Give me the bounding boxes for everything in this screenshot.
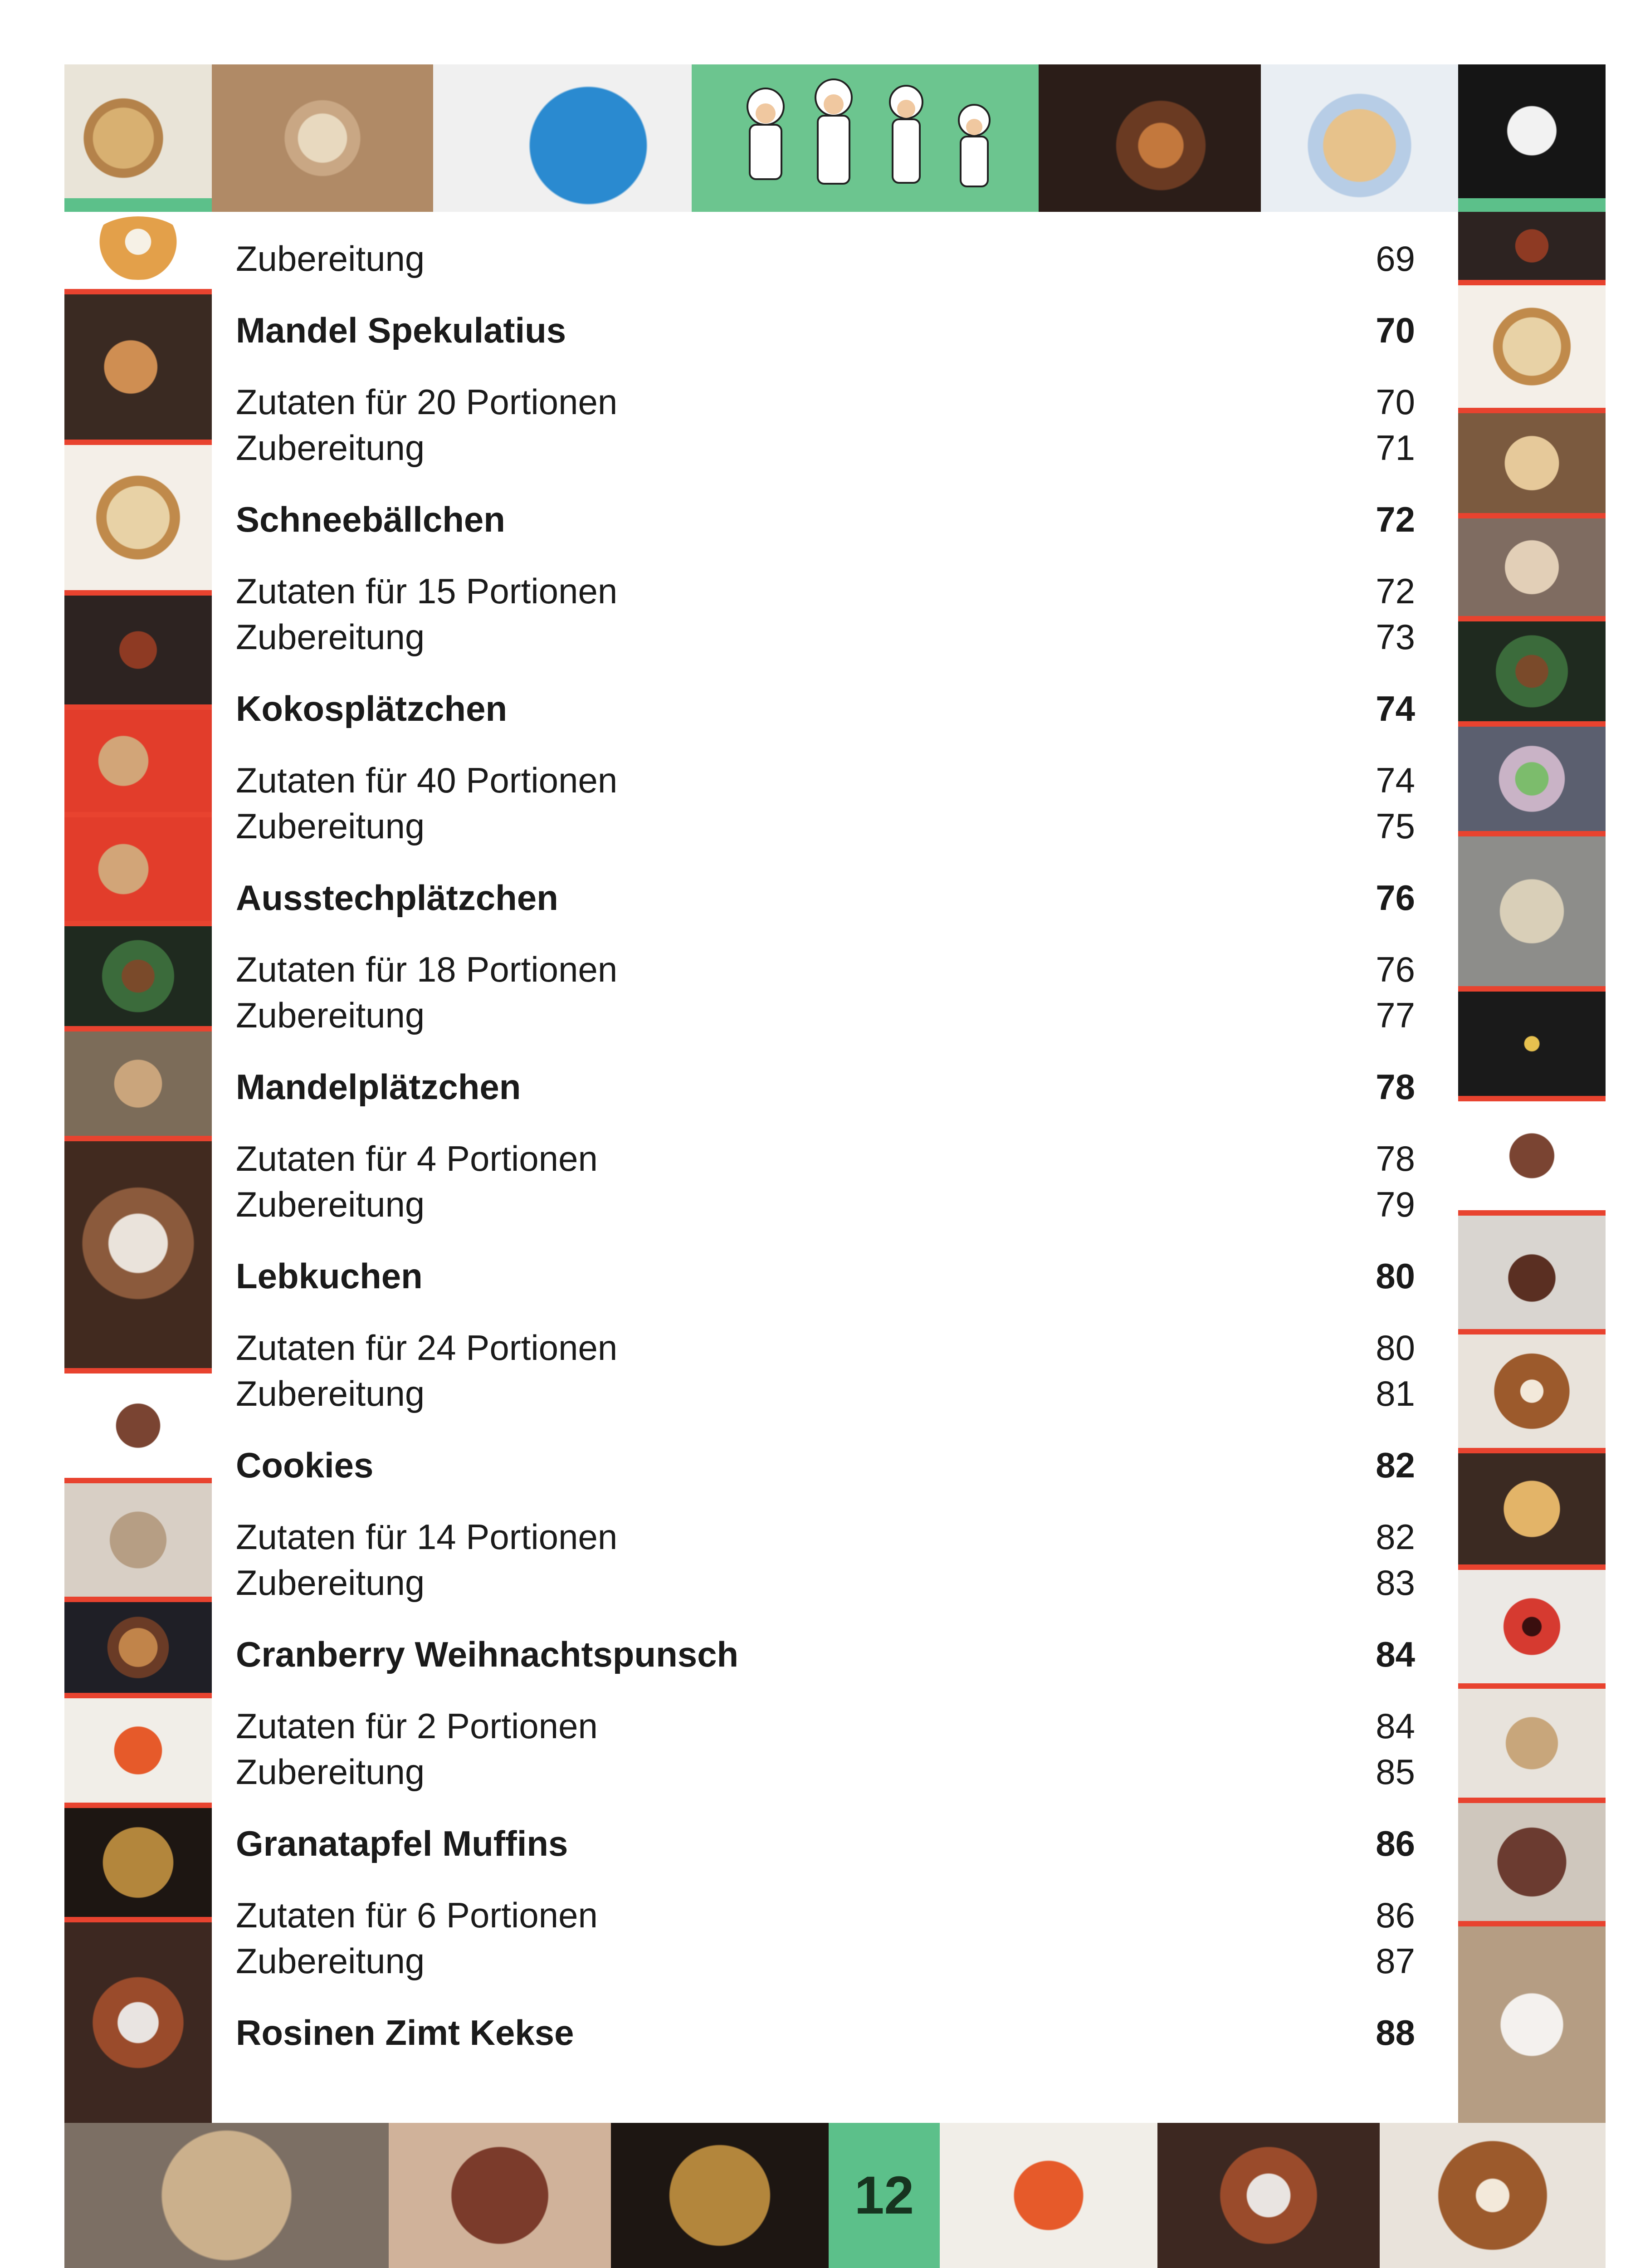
chocolate-chip-cookies-photo bbox=[64, 817, 212, 921]
toc-entry-page: 74 bbox=[1376, 760, 1415, 800]
toc-entry-label: Cookies bbox=[236, 1445, 374, 1485]
toc-entry[interactable] bbox=[236, 1703, 1415, 1749]
toc-entry-label: Zubereitung bbox=[236, 1184, 425, 1224]
toc-entry[interactable] bbox=[236, 614, 1415, 660]
toc-entry[interactable] bbox=[236, 1892, 1415, 1938]
oat-cookies-photo bbox=[940, 2123, 1157, 2268]
toc-entry-page: 78 bbox=[1376, 1139, 1415, 1178]
brownie-plate-photo bbox=[64, 1374, 212, 1478]
toc-entry-page: 69 bbox=[1376, 239, 1415, 279]
decorated-gingerbread-photo bbox=[1380, 2123, 1606, 2268]
chef-icon bbox=[707, 70, 1024, 206]
toc-entry-label: Granatapfel Muffins bbox=[236, 1823, 568, 1863]
pastel-cookies-photo bbox=[1458, 727, 1606, 831]
almond-cookies-photo bbox=[1458, 1689, 1606, 1798]
toc-entry-label: Mandel Spekulatius bbox=[236, 310, 566, 350]
toc-entry-label: Schneebällchen bbox=[236, 499, 505, 539]
toc-entry-label: Zubereitung bbox=[236, 1563, 425, 1603]
toc-entry-page: 83 bbox=[1376, 1563, 1415, 1603]
toc-entry[interactable] bbox=[236, 1064, 1415, 1110]
muffins-photo bbox=[389, 2123, 611, 2268]
toc-entry-page: 80 bbox=[1376, 1256, 1415, 1296]
toc-entry[interactable] bbox=[236, 1560, 1415, 1606]
toc-entry-label: Mandelplätzchen bbox=[236, 1067, 521, 1107]
toc-entry[interactable] bbox=[236, 497, 1415, 543]
toc-entry-label: Zutaten für 15 Portionen bbox=[236, 571, 618, 611]
toc-entry-page: 84 bbox=[1376, 1634, 1415, 1674]
orange-cookies-photo bbox=[64, 926, 212, 1026]
toc-entry-page: 87 bbox=[1376, 1941, 1415, 1981]
toc-entry-label: Zubereitung bbox=[236, 1941, 425, 1981]
toc-entry-page: 82 bbox=[1376, 1517, 1415, 1557]
snowballs-photo bbox=[1458, 64, 1606, 212]
crescent-tray-photo bbox=[64, 710, 212, 812]
toc-entry-page: 76 bbox=[1376, 878, 1415, 918]
toc-entry-page: 79 bbox=[1376, 1184, 1415, 1224]
toc-entry-page: 74 bbox=[1376, 689, 1415, 728]
toc-entry-page: 73 bbox=[1376, 617, 1415, 657]
toc-entry[interactable] bbox=[236, 1253, 1415, 1299]
toc-entry[interactable] bbox=[236, 803, 1415, 849]
nut-bars-photo bbox=[64, 1808, 212, 1917]
bottom-photo-strip bbox=[64, 2123, 1606, 2268]
banana-bread-photo bbox=[64, 2123, 389, 2268]
toc-entry[interactable] bbox=[236, 1182, 1415, 1227]
apple-pie-photo bbox=[1458, 1453, 1606, 1564]
crinkle-cookies-photo bbox=[1458, 1926, 1606, 2123]
toc-entry-label: Zubereitung bbox=[236, 617, 425, 657]
toc-entry[interactable] bbox=[236, 1749, 1415, 1795]
toc-entry-page: 81 bbox=[1376, 1374, 1415, 1413]
toc-entry-label: Zubereitung bbox=[236, 1374, 425, 1413]
cinnamon-roll-photo bbox=[64, 1922, 212, 2123]
toc-entry-label: Ausstechplätzchen bbox=[236, 878, 558, 918]
toc-entry-page: 86 bbox=[1376, 1823, 1415, 1863]
toc-entry-page: 70 bbox=[1376, 310, 1415, 350]
toc-entry-label: Rosinen Zimt Kekse bbox=[236, 2013, 574, 2053]
toc-entry-label: Zutaten für 20 Portionen bbox=[236, 382, 618, 422]
toc-entry-label: Zubereitung bbox=[236, 1752, 425, 1792]
page-number: 12 bbox=[854, 2165, 914, 2225]
toc-entry-page: 78 bbox=[1376, 1067, 1415, 1107]
toc-entry-label: Zutaten für 6 Portionen bbox=[236, 1895, 598, 1935]
cookie-tree-photo bbox=[64, 294, 212, 440]
coconut-macaroon-photo bbox=[1458, 285, 1606, 408]
star-cookies-right-photo bbox=[1458, 413, 1606, 513]
toc-entry-page: 86 bbox=[1376, 1895, 1415, 1935]
cinnamon-star-photo bbox=[64, 1031, 212, 1136]
cocoa-mug-photo bbox=[64, 596, 212, 704]
toc-entry-label: Cranberry Weihnachtspunsch bbox=[236, 1634, 739, 1674]
toc-entry-label: Zubereitung bbox=[236, 806, 425, 846]
jam-cookies-photo bbox=[64, 445, 212, 590]
toc-entry[interactable] bbox=[236, 686, 1415, 732]
almond-tart-photo bbox=[611, 2123, 829, 2268]
toc-entry[interactable] bbox=[236, 379, 1415, 425]
snowman-gingerbread-photo bbox=[64, 1141, 212, 1368]
gingerbread-man-photo bbox=[1039, 64, 1261, 212]
toc-entry[interactable] bbox=[236, 568, 1415, 614]
toc-entry-label: Zutaten für 24 Portionen bbox=[236, 1328, 618, 1368]
toc-entry-label: Zutaten für 2 Portionen bbox=[236, 1706, 598, 1746]
cookie-plate-photo bbox=[433, 64, 692, 212]
toc-entry-label: Zutaten für 4 Portionen bbox=[236, 1139, 598, 1178]
page-number-box bbox=[829, 2123, 940, 2268]
toc-entry-label: Zubereitung bbox=[236, 428, 425, 468]
toc-entry-page: 80 bbox=[1376, 1328, 1415, 1368]
gingerbread-cookies-photo bbox=[64, 64, 212, 212]
toc-entry[interactable] bbox=[236, 947, 1415, 992]
vanilla-crescents-photo bbox=[212, 64, 433, 212]
toc-entry-page: 72 bbox=[1376, 571, 1415, 611]
table-of-contents bbox=[236, 236, 1415, 2056]
toc-entry-label: Zubereitung bbox=[236, 239, 425, 279]
toc-entry[interactable] bbox=[236, 1938, 1415, 1984]
chocolate-pieces-photo bbox=[1458, 1101, 1606, 1210]
toc-entry-page: 82 bbox=[1376, 1445, 1415, 1485]
toc-entry[interactable] bbox=[236, 1136, 1415, 1182]
chocolate-cookie-photo bbox=[1458, 836, 1606, 986]
star-cookies-photo bbox=[1261, 64, 1458, 212]
chef-illustration bbox=[692, 64, 1039, 212]
cinnamon-cookies-photo bbox=[1458, 518, 1606, 616]
toc-entry[interactable] bbox=[236, 1514, 1415, 1560]
toc-entry[interactable] bbox=[236, 992, 1415, 1038]
left-photo-strip bbox=[64, 212, 212, 2123]
right-photo-strip bbox=[1458, 212, 1606, 2123]
toc-entry-label: Zutaten für 40 Portionen bbox=[236, 760, 618, 800]
toc-entry[interactable] bbox=[236, 1632, 1415, 1677]
cocoa-mug-right-photo bbox=[1458, 212, 1606, 280]
gingerbread-icing-photo bbox=[1458, 1334, 1606, 1448]
cinnamon-star-right-photo bbox=[1458, 621, 1606, 721]
vanilla-crescents-bottom-photo bbox=[1157, 2123, 1380, 2268]
toc-entry[interactable] bbox=[236, 308, 1415, 353]
toc-entry[interactable] bbox=[236, 1821, 1415, 1867]
toc-entry[interactable] bbox=[236, 1325, 1415, 1371]
toc-entry[interactable] bbox=[236, 875, 1415, 921]
toc-entry-page: 75 bbox=[1376, 806, 1415, 846]
toc-entry-label: Kokosplätzchen bbox=[236, 689, 508, 728]
toc-entry[interactable] bbox=[236, 425, 1415, 471]
toc-entry-label: Zutaten für 18 Portionen bbox=[236, 949, 618, 989]
toc-entry-page: 71 bbox=[1376, 428, 1415, 468]
toc-entry[interactable] bbox=[236, 2010, 1415, 2056]
toc-entry[interactable] bbox=[236, 758, 1415, 803]
chocolate-crinkle-photo bbox=[1458, 1803, 1606, 1921]
toc-entry-page: 70 bbox=[1376, 382, 1415, 422]
toc-entry-label: Zutaten für 14 Portionen bbox=[236, 1517, 618, 1557]
tree-cookies-photo bbox=[1458, 992, 1606, 1096]
layer-cookies-photo bbox=[64, 1602, 212, 1693]
toc-entry-label: Lebkuchen bbox=[236, 1256, 423, 1296]
punch-glass-photo bbox=[1458, 1570, 1606, 1683]
toc-entry-page: 77 bbox=[1376, 995, 1415, 1035]
roasted-almonds-photo bbox=[64, 1698, 212, 1803]
toc-entry[interactable] bbox=[236, 1442, 1415, 1488]
toc-entry-page: 76 bbox=[1376, 949, 1415, 989]
brownie-squares-photo bbox=[1458, 1216, 1606, 1329]
toc-entry[interactable] bbox=[236, 236, 1415, 282]
toc-entry-page: 84 bbox=[1376, 1706, 1415, 1746]
toc-entry-label: Zubereitung bbox=[236, 995, 425, 1035]
top-photo-strip bbox=[64, 64, 1606, 212]
toc-entry[interactable] bbox=[236, 1371, 1415, 1417]
toc-entry-page: 72 bbox=[1376, 499, 1415, 539]
donuts-photo bbox=[64, 212, 212, 289]
toc-entry-page: 85 bbox=[1376, 1752, 1415, 1792]
dough-photo bbox=[64, 1483, 212, 1597]
toc-entry-page: 88 bbox=[1376, 2013, 1415, 2053]
